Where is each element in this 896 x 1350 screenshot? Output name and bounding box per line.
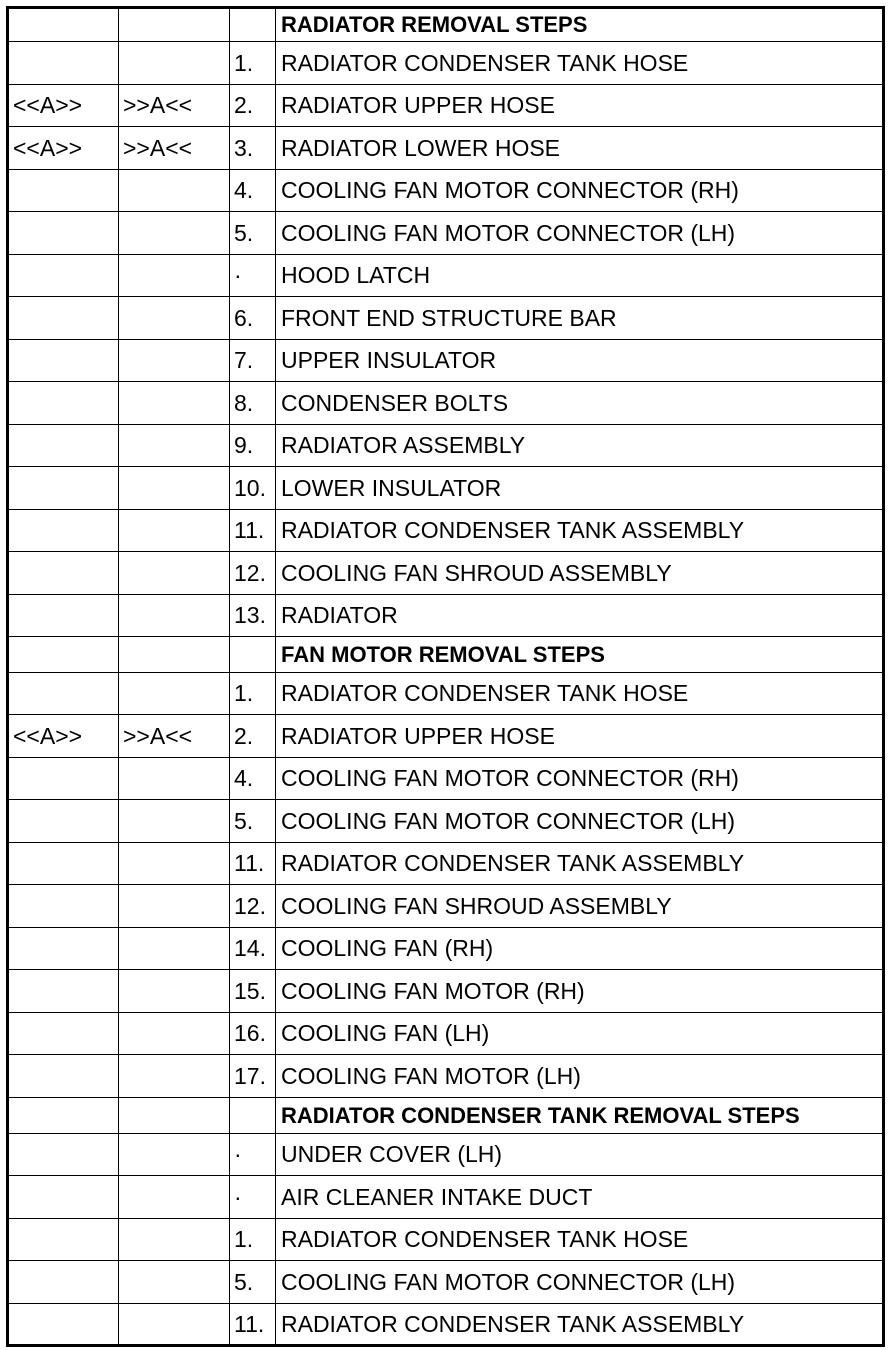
removal-mark: >>A<<: [119, 715, 230, 758]
installation-mark: [8, 255, 119, 297]
section-title: FAN MOTOR REMOVAL STEPS: [276, 637, 884, 673]
installation-mark: [8, 1219, 119, 1261]
removal-mark: [119, 510, 230, 552]
step-number: 5.: [230, 1261, 276, 1304]
removal-mark: [119, 552, 230, 595]
step-row: [8, 1055, 884, 1098]
step-description: FRONT END STRUCTURE BAR: [276, 297, 884, 340]
removal-mark: [119, 758, 230, 800]
installation-mark: [8, 552, 119, 595]
installation-mark: [8, 595, 119, 637]
step-description: COOLING FAN MOTOR CONNECTOR (RH): [276, 758, 884, 800]
step-row: [8, 595, 884, 637]
step-row: [8, 970, 884, 1013]
removal-mark: [119, 1176, 230, 1219]
installation-mark: [8, 970, 119, 1013]
step-row: [8, 673, 884, 715]
step-description: COOLING FAN SHROUD ASSEMBLY: [276, 552, 884, 595]
installation-mark: [8, 382, 119, 425]
step-description: LOWER INSULATOR: [276, 467, 884, 510]
step-number: 4.: [230, 170, 276, 212]
step-row: [8, 127, 884, 170]
step-number: 11.: [230, 1304, 276, 1346]
installation-mark: [8, 510, 119, 552]
step-number: 13.: [230, 595, 276, 637]
step-row: [8, 510, 884, 552]
removal-steps-body: [8, 8, 884, 1346]
installation-mark: [8, 467, 119, 510]
step-description: UNDER COVER (LH): [276, 1134, 884, 1176]
removal-mark: [119, 1055, 230, 1098]
step-description: RADIATOR ASSEMBLY: [276, 425, 884, 467]
step-number: 16.: [230, 1013, 276, 1055]
step-row: [8, 800, 884, 843]
step-row: [8, 255, 884, 297]
installation-mark: [8, 1134, 119, 1176]
installation-mark: <<A>>: [8, 127, 119, 170]
installation-mark: [8, 8, 119, 42]
step-description: AIR CLEANER INTAKE DUCT: [276, 1176, 884, 1219]
step-number: 11.: [230, 510, 276, 552]
removal-mark: [119, 467, 230, 510]
removal-mark: [119, 595, 230, 637]
removal-mark: [119, 970, 230, 1013]
step-description: CONDENSER BOLTS: [276, 382, 884, 425]
step-row: [8, 1304, 884, 1346]
step-row: [8, 42, 884, 85]
removal-mark: [119, 800, 230, 843]
step-number: 1.: [230, 1219, 276, 1261]
installation-mark: [8, 212, 119, 255]
installation-mark: [8, 928, 119, 970]
removal-mark: >>A<<: [119, 85, 230, 127]
step-description: RADIATOR CONDENSER TANK ASSEMBLY: [276, 510, 884, 552]
section-title: RADIATOR CONDENSER TANK REMOVAL STEPS: [276, 1098, 884, 1134]
step-number: 17.: [230, 1055, 276, 1098]
removal-mark: [119, 885, 230, 928]
removal-mark: [119, 1261, 230, 1304]
removal-mark: [119, 1219, 230, 1261]
step-description: COOLING FAN MOTOR CONNECTOR (LH): [276, 1261, 884, 1304]
step-description: RADIATOR CONDENSER TANK ASSEMBLY: [276, 843, 884, 885]
installation-mark: [8, 1013, 119, 1055]
step-number: 1.: [230, 673, 276, 715]
step-description: RADIATOR UPPER HOSE: [276, 85, 884, 127]
step-description: COOLING FAN SHROUD ASSEMBLY: [276, 885, 884, 928]
step-description: COOLING FAN (LH): [276, 1013, 884, 1055]
removal-mark: [119, 637, 230, 673]
removal-steps-table: [6, 6, 885, 1347]
step-description: RADIATOR CONDENSER TANK ASSEMBLY: [276, 1304, 884, 1346]
step-number: ·: [230, 255, 276, 297]
step-number: 12.: [230, 552, 276, 595]
step-number: 5.: [230, 212, 276, 255]
removal-mark: [119, 425, 230, 467]
step-description: RADIATOR CONDENSER TANK HOSE: [276, 673, 884, 715]
installation-mark: [8, 758, 119, 800]
step-row: [8, 758, 884, 800]
installation-mark: [8, 800, 119, 843]
step-row: [8, 170, 884, 212]
step-description: COOLING FAN MOTOR CONNECTOR (LH): [276, 212, 884, 255]
step-number: [230, 8, 276, 42]
step-number: 15.: [230, 970, 276, 1013]
step-number: 7.: [230, 340, 276, 382]
step-description: RADIATOR UPPER HOSE: [276, 715, 884, 758]
step-row: [8, 843, 884, 885]
removal-mark: [119, 1098, 230, 1134]
step-description: RADIATOR: [276, 595, 884, 637]
removal-mark: [119, 255, 230, 297]
removal-mark: [119, 42, 230, 85]
step-row: [8, 1013, 884, 1055]
removal-mark: [119, 928, 230, 970]
step-row: [8, 1176, 884, 1219]
step-row: [8, 340, 884, 382]
installation-mark: [8, 425, 119, 467]
step-number: 11.: [230, 843, 276, 885]
step-description: RADIATOR LOWER HOSE: [276, 127, 884, 170]
installation-mark: [8, 1055, 119, 1098]
step-row: [8, 467, 884, 510]
step-number: ·: [230, 1134, 276, 1176]
installation-mark: [8, 1176, 119, 1219]
installation-mark: [8, 637, 119, 673]
step-row: [8, 715, 884, 758]
step-row: [8, 212, 884, 255]
step-row: [8, 85, 884, 127]
step-number: 10.: [230, 467, 276, 510]
step-number: 14.: [230, 928, 276, 970]
removal-mark: [119, 382, 230, 425]
step-description: COOLING FAN (RH): [276, 928, 884, 970]
step-number: 3.: [230, 127, 276, 170]
installation-mark: [8, 340, 119, 382]
step-number: 8.: [230, 382, 276, 425]
removal-mark: [119, 1013, 230, 1055]
step-description: COOLING FAN MOTOR CONNECTOR (RH): [276, 170, 884, 212]
installation-mark: <<A>>: [8, 715, 119, 758]
step-number: 12.: [230, 885, 276, 928]
installation-mark: [8, 885, 119, 928]
section-header-row: [8, 8, 884, 42]
removal-mark: [119, 1134, 230, 1176]
step-number: 1.: [230, 42, 276, 85]
step-description: COOLING FAN MOTOR CONNECTOR (LH): [276, 800, 884, 843]
step-number: 5.: [230, 800, 276, 843]
removal-mark: >>A<<: [119, 127, 230, 170]
step-number: 4.: [230, 758, 276, 800]
removal-mark: [119, 340, 230, 382]
step-description: COOLING FAN MOTOR (LH): [276, 1055, 884, 1098]
step-number: ·: [230, 1176, 276, 1219]
step-row: [8, 382, 884, 425]
step-row: [8, 425, 884, 467]
removal-mark: [119, 297, 230, 340]
step-number: 9.: [230, 425, 276, 467]
removal-mark: [119, 212, 230, 255]
step-row: [8, 552, 884, 595]
step-row: [8, 1219, 884, 1261]
step-number: 2.: [230, 85, 276, 127]
step-description: RADIATOR CONDENSER TANK HOSE: [276, 42, 884, 85]
step-row: [8, 1261, 884, 1304]
step-number: [230, 637, 276, 673]
installation-mark: [8, 1098, 119, 1134]
section-header-row: [8, 1098, 884, 1134]
step-description: UPPER INSULATOR: [276, 340, 884, 382]
removal-mark: [119, 170, 230, 212]
section-title: RADIATOR REMOVAL STEPS: [276, 8, 884, 42]
removal-mark: [119, 673, 230, 715]
removal-mark: [119, 8, 230, 42]
step-description: RADIATOR CONDENSER TANK HOSE: [276, 1219, 884, 1261]
removal-mark: [119, 1304, 230, 1346]
installation-mark: <<A>>: [8, 85, 119, 127]
step-number: 6.: [230, 297, 276, 340]
step-row: [8, 1134, 884, 1176]
installation-mark: [8, 170, 119, 212]
installation-mark: [8, 1304, 119, 1346]
step-number: 2.: [230, 715, 276, 758]
step-number: [230, 1098, 276, 1134]
removal-mark: [119, 843, 230, 885]
step-description: HOOD LATCH: [276, 255, 884, 297]
step-row: [8, 297, 884, 340]
installation-mark: [8, 297, 119, 340]
installation-mark: [8, 1261, 119, 1304]
installation-mark: [8, 42, 119, 85]
step-row: [8, 928, 884, 970]
step-description: COOLING FAN MOTOR (RH): [276, 970, 884, 1013]
installation-mark: [8, 843, 119, 885]
section-header-row: [8, 637, 884, 673]
installation-mark: [8, 673, 119, 715]
step-row: [8, 885, 884, 928]
